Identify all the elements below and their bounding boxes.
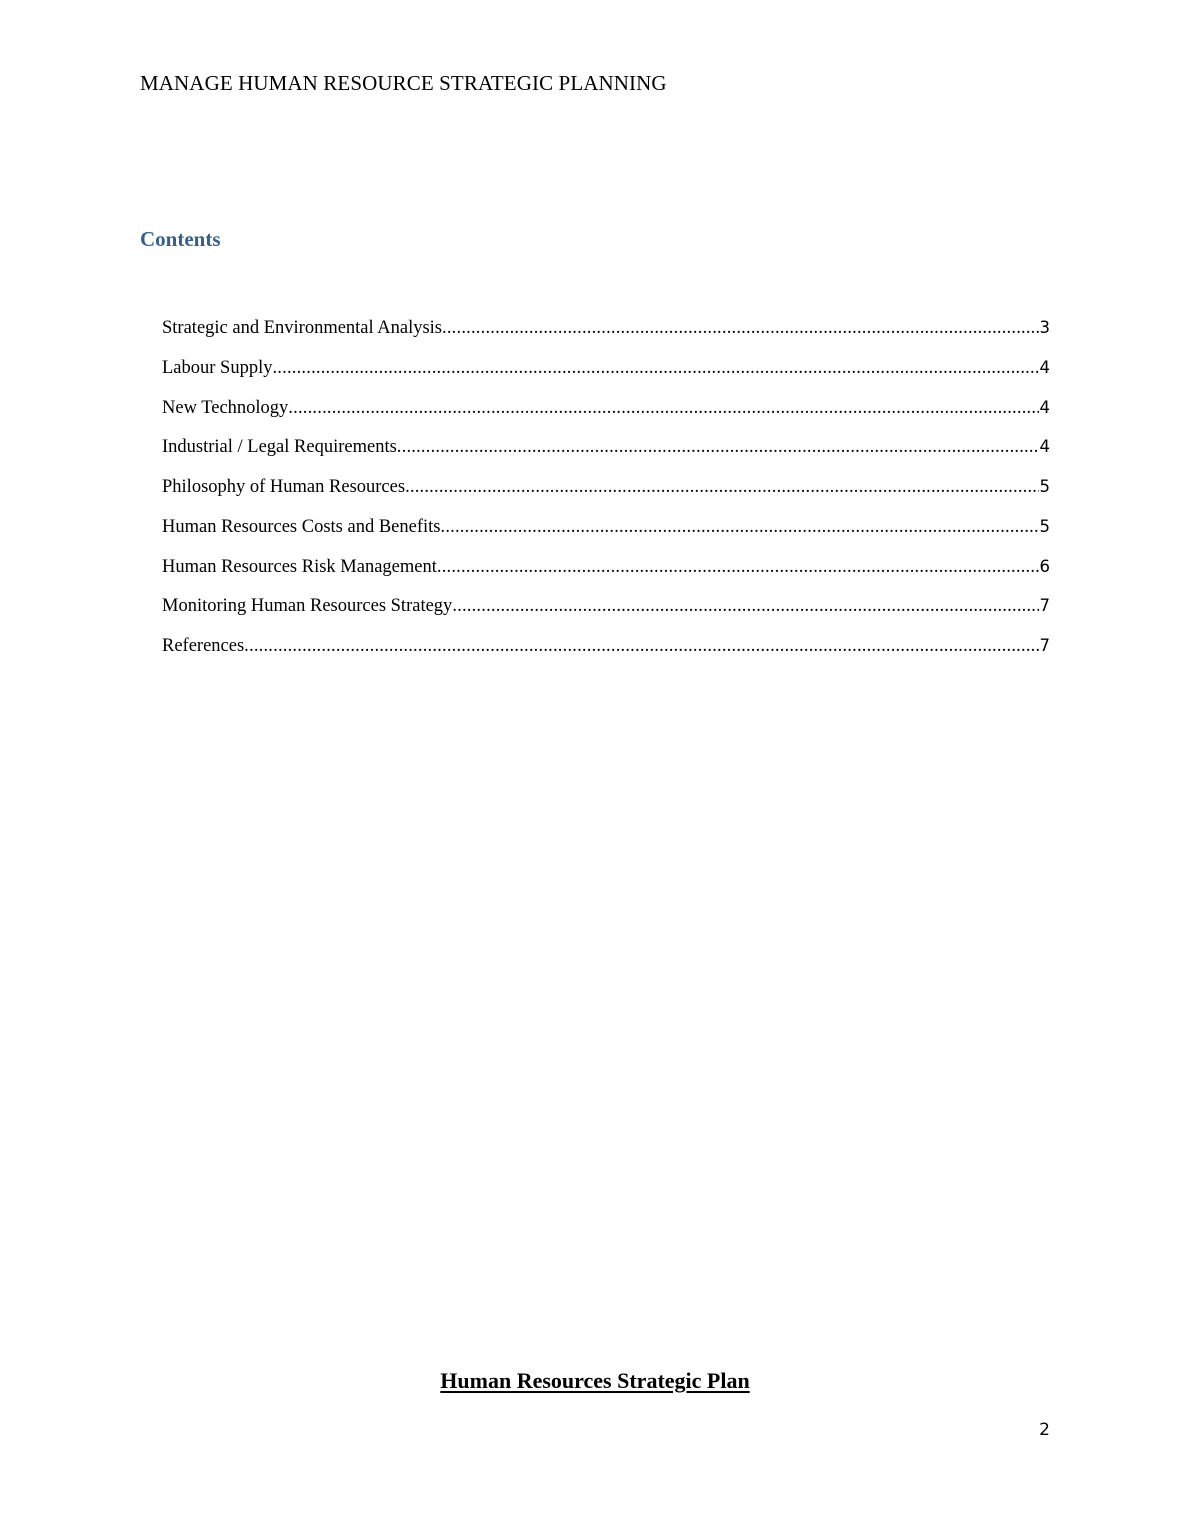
toc-entry[interactable]	[162, 596, 1050, 636]
toc-entry-page: 6	[1039, 556, 1050, 576]
toc-entry-title: Human Resources Costs and Benefits	[162, 516, 441, 537]
toc-dot-leader	[442, 318, 1038, 339]
toc-entry-page: 5	[1039, 477, 1050, 496]
toc-entry[interactable]	[162, 477, 1050, 517]
toc-entry-title: References	[162, 636, 245, 656]
toc-entry[interactable]	[162, 318, 1050, 358]
toc-entry-title: Industrial / Legal Requirements	[162, 437, 397, 458]
page-number: 2	[1039, 1420, 1050, 1440]
toc-dot-leader	[272, 358, 1038, 379]
toc-entry[interactable]	[162, 636, 1050, 676]
toc-entry-page: 3	[1039, 318, 1050, 337]
toc-entry[interactable]	[162, 358, 1050, 398]
toc-entry-title: Human Resources Risk Management	[162, 556, 437, 577]
table-of-contents	[162, 318, 1050, 676]
toc-entry-page: 7	[1039, 636, 1050, 655]
toc-dot-leader	[405, 477, 1038, 498]
toc-entry[interactable]	[162, 557, 1050, 597]
toc-entry-page: 4	[1039, 397, 1050, 417]
toc-dot-leader	[397, 437, 1039, 458]
toc-entry-page: 7	[1039, 596, 1050, 616]
toc-dot-leader	[288, 398, 1038, 419]
toc-entry-page: 5	[1039, 516, 1050, 536]
toc-dot-leader	[441, 517, 1039, 538]
section-title	[0, 1368, 1190, 1394]
toc-entry[interactable]	[162, 517, 1050, 557]
toc-dot-leader	[437, 557, 1039, 578]
toc-entry-page: 4	[1039, 357, 1050, 377]
toc-entry[interactable]	[162, 398, 1050, 438]
toc-entry-title: Labour Supply	[162, 357, 273, 378]
toc-entry-title: Strategic and Environmental Analysis	[162, 318, 443, 338]
toc-dot-leader	[452, 596, 1038, 617]
toc-entry-title: Philosophy of Human Resources	[162, 477, 406, 497]
section-title-text: Human Resources Strategic Plan	[440, 1368, 750, 1393]
toc-dot-leader	[244, 636, 1038, 657]
toc-entry[interactable]	[162, 437, 1050, 477]
toc-entry-page: 4	[1039, 437, 1050, 457]
toc-entry-title: Monitoring Human Resources Strategy	[162, 596, 453, 617]
toc-heading: Contents	[140, 227, 221, 251]
running-header: MANAGE HUMAN RESOURCE STRATEGIC PLANNING	[140, 71, 667, 95]
toc-entry-title: New Technology	[162, 397, 289, 418]
